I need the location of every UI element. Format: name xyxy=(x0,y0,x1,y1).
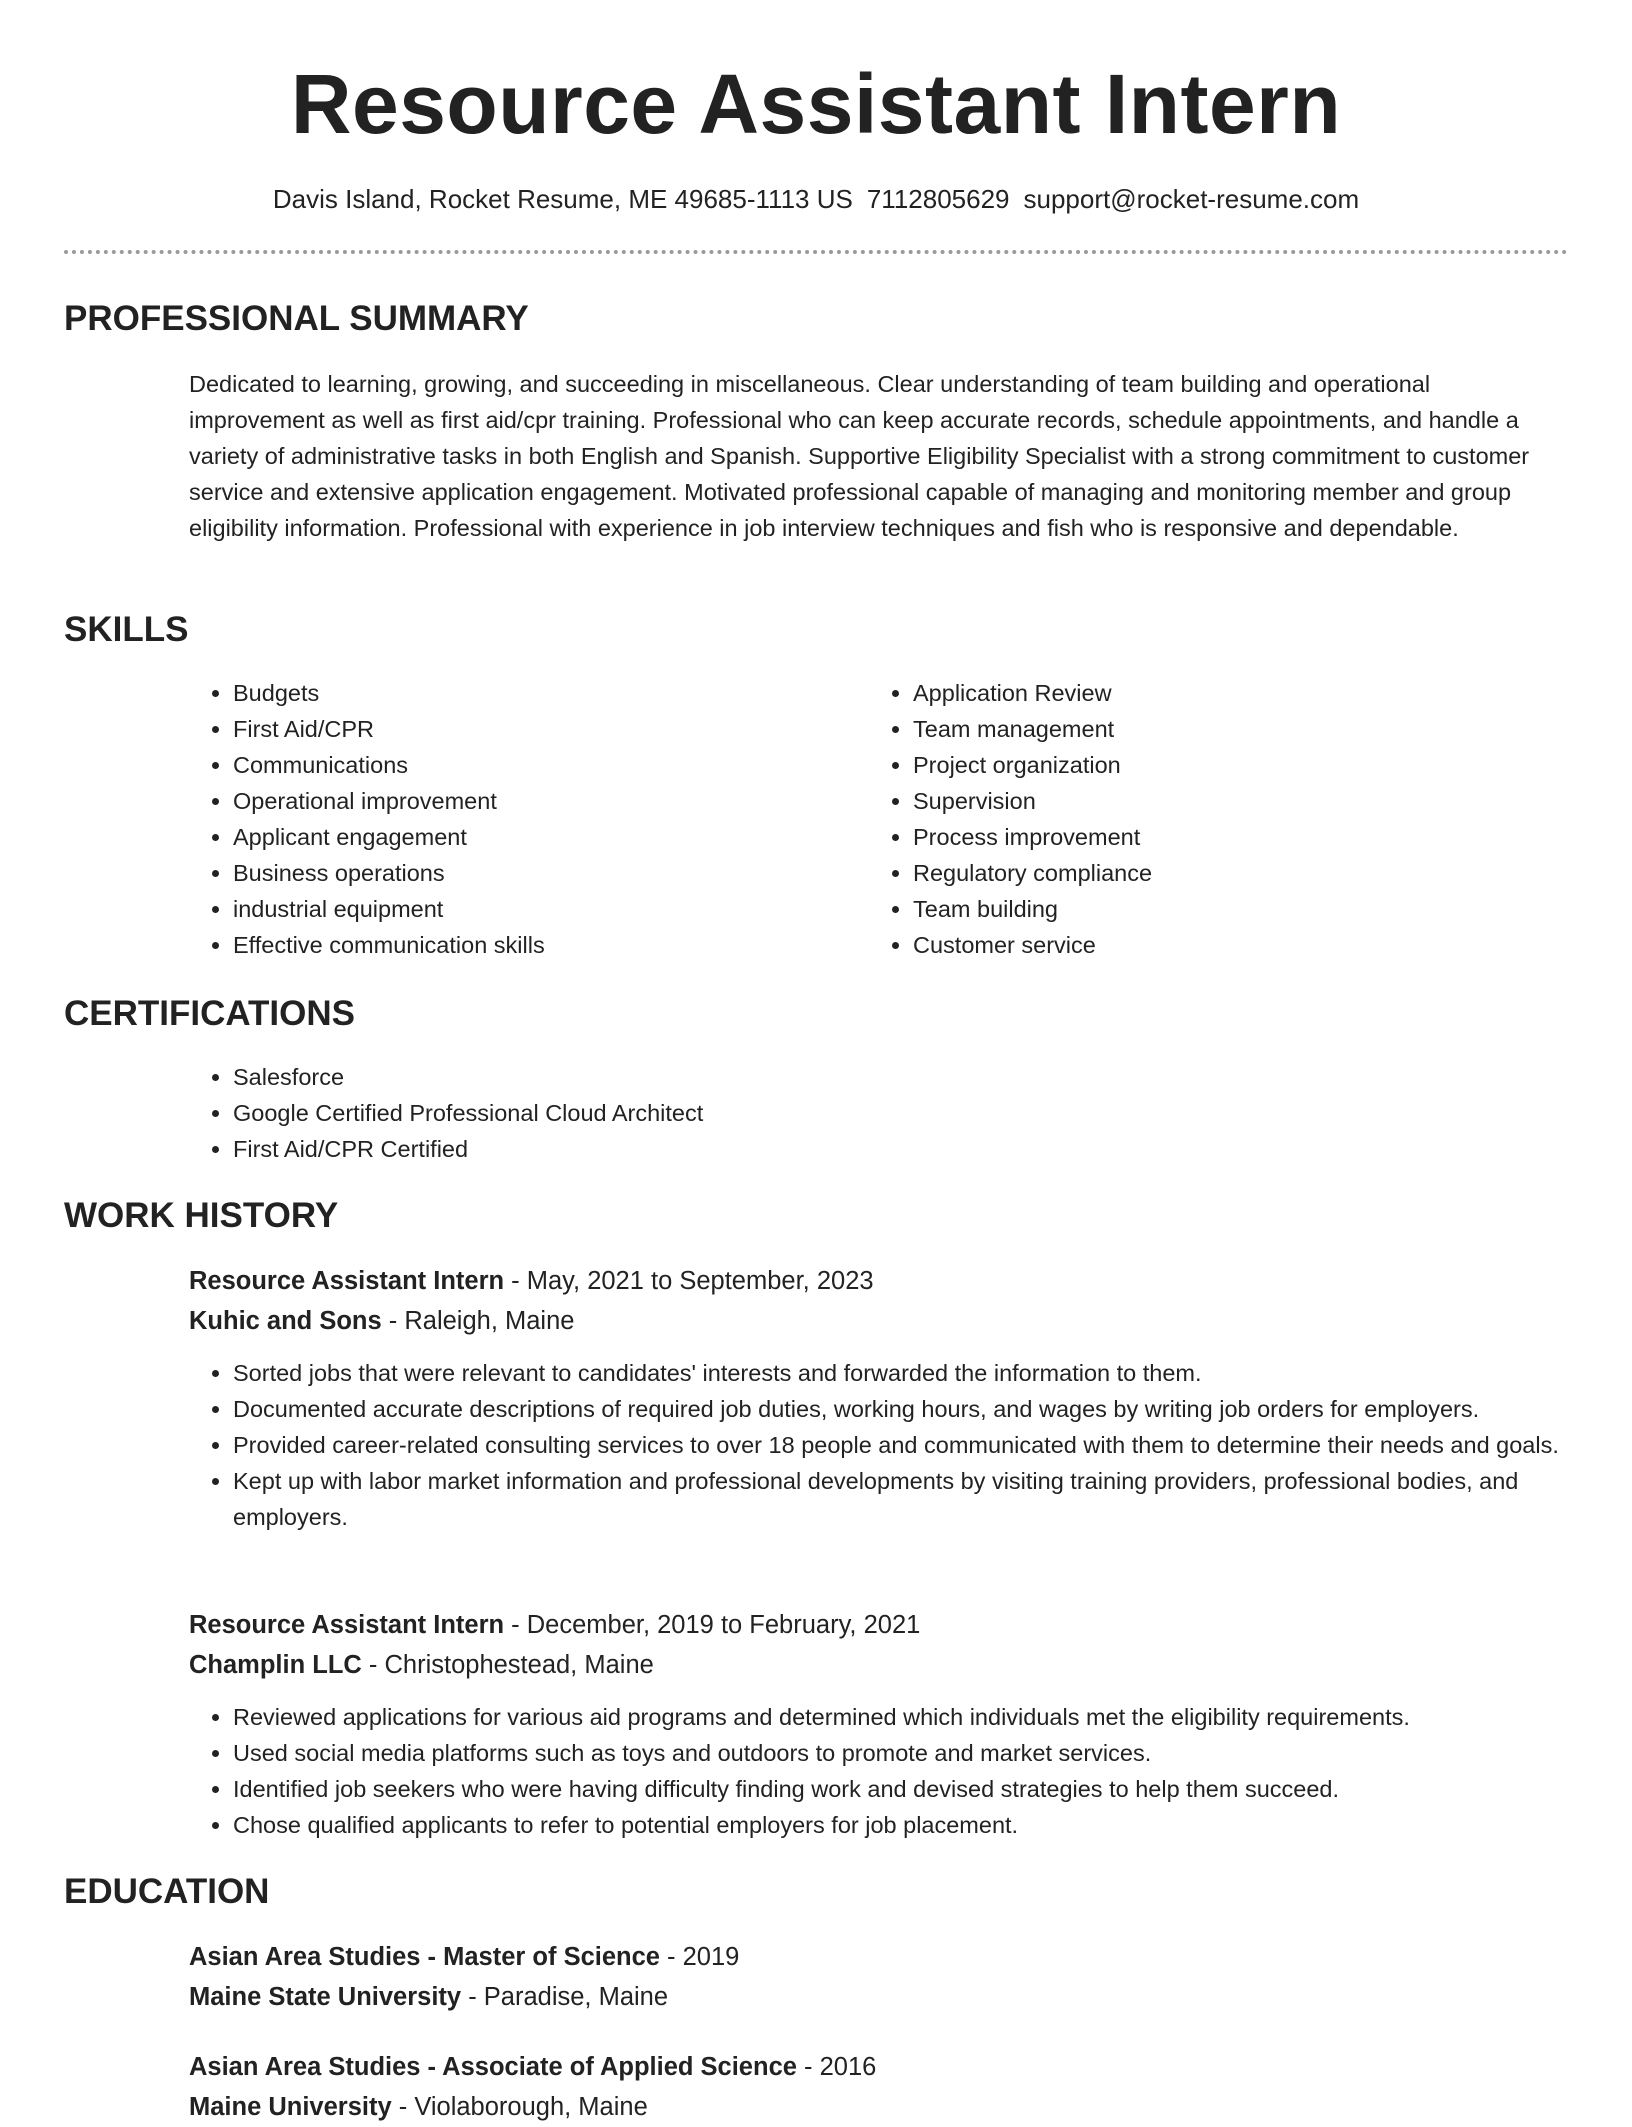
job-bullet: • Provided career-related consulting services to over 18 people and communicated with them to determine their needs and goals. xyxy=(233,1427,1615,1463)
job-location: - Raleigh, Maine xyxy=(381,1307,575,1335)
education-school: Maine University xyxy=(189,2093,392,2121)
education-school: Maine State University xyxy=(189,1983,462,2011)
job-bullet: • Identified job seekers who were having difficulty finding work and devised strategies to help them succeed. xyxy=(233,1771,1615,1807)
job-role: Resource Assistant Intern xyxy=(189,1267,505,1295)
job-role: Resource Assistant Intern xyxy=(189,1611,505,1639)
education-degree-line xyxy=(189,1937,739,1977)
job-title-line xyxy=(189,1261,874,1301)
job-location: - Christophestead, Maine xyxy=(361,1651,654,1679)
section-title-work-history: WORK HISTORY xyxy=(64,1196,339,1235)
skill-item: • Budgets xyxy=(233,675,853,711)
job-bullet: • Documented accurate descriptions of required job duties, working hours, and wages by writing job orders for employers. xyxy=(233,1391,1615,1427)
job-bullet: • Used social media platforms such as toys and outdoors to promote and market services. xyxy=(233,1735,1615,1771)
section-title-skills: SKILLS xyxy=(64,610,189,649)
skill-item: • Customer service xyxy=(913,927,1563,963)
job-company-line xyxy=(189,1301,574,1341)
contact-line xyxy=(0,182,1632,216)
job-title-line xyxy=(189,1605,920,1645)
education-year: - 2016 xyxy=(796,2053,877,2081)
job-bullets xyxy=(189,1699,1615,1843)
skills-list-left xyxy=(189,675,853,963)
skill-item: • First Aid/CPR xyxy=(233,711,853,747)
skill-item: • Business operations xyxy=(233,855,853,891)
contact-address: Davis Island, Rocket Resume, ME 49685-1113 US xyxy=(272,184,853,214)
skill-item: • Team management xyxy=(913,711,1563,747)
certification-item: • Google Certified Professional Cloud Architect xyxy=(233,1095,1573,1131)
section-title-certifications: CERTIFICATIONS xyxy=(64,994,356,1033)
certifications-list xyxy=(189,1059,1573,1167)
job-bullet: • Reviewed applications for various aid programs and determined which individuals met the eligibility requirements. xyxy=(233,1699,1615,1735)
contact-email: support@rocket-resume.com xyxy=(1023,184,1360,214)
education-school-line xyxy=(189,2087,648,2127)
job-bullets xyxy=(189,1355,1615,1535)
job-bullet: • Kept up with labor market information and professional developments by visiting training providers, professional bodies, and employers. xyxy=(233,1463,1615,1535)
skill-item: • Team building xyxy=(913,891,1563,927)
job-bullet: • Sorted jobs that were relevant to candidates' interests and forwarded the information to them. xyxy=(233,1355,1615,1391)
skill-item: • Application Review xyxy=(913,675,1563,711)
skill-item: • Regulatory compliance xyxy=(913,855,1563,891)
skill-item: • Process improvement xyxy=(913,819,1563,855)
education-location: - Violaborough, Maine xyxy=(391,2093,648,2121)
education-location: - Paradise, Maine xyxy=(461,1983,669,2011)
summary-text: Dedicated to learning, growing, and succeeding in miscellaneous. Clear understanding of team building and operational improvement as well as first aid/cpr training. Professional who can keep accurate records, schedule appointments, and handle a variety of administrative tasks in both English and Spanish. Supportive Eligibility Specialist with a strong commitment to customer service and extensive application engagement. Motivated professional capable of managing and monitoring member and group eligibility information. Professional with experience in job interview techniques and fish who is responsive and dependable. xyxy=(189,371,1530,541)
skill-item: • Communications xyxy=(233,747,853,783)
section-title-education: EDUCATION xyxy=(64,1872,270,1911)
skill-item: • Project organization xyxy=(913,747,1563,783)
job-company: Kuhic and Sons xyxy=(189,1307,382,1335)
education-degree: Asian Area Studies - Master of Science xyxy=(189,1943,660,1971)
resume-name: Resource Assistant Intern xyxy=(290,57,1342,151)
skill-item: • Applicant engagement xyxy=(233,819,853,855)
job-bullet: • Chose qualified applicants to refer to potential employers for job placement. xyxy=(233,1807,1615,1843)
education-degree: Asian Area Studies - Associate of Applied Science xyxy=(189,2053,797,2081)
skill-item: • Supervision xyxy=(913,783,1563,819)
job-company: Champlin LLC xyxy=(189,1651,362,1679)
education-degree-line xyxy=(189,2047,876,2087)
skills-list-right xyxy=(869,675,1563,963)
certification-item: • Salesforce xyxy=(233,1059,1573,1095)
education-year: - 2019 xyxy=(659,1943,740,1971)
skill-item: • industrial equipment xyxy=(233,891,853,927)
skill-item: • Operational improvement xyxy=(233,783,853,819)
section-title-summary: PROFESSIONAL SUMMARY xyxy=(64,299,529,338)
skill-item: • Effective communication skills xyxy=(233,927,853,963)
certification-item: • First Aid/CPR Certified xyxy=(233,1131,1573,1167)
job-dates: - December, 2019 to February, 2021 xyxy=(504,1611,921,1639)
job-dates: - May, 2021 to September, 2023 xyxy=(504,1267,874,1295)
header-divider xyxy=(64,250,1568,254)
contact-phone: 7112805629 xyxy=(866,184,1010,214)
education-school-line xyxy=(189,1977,668,2017)
job-company-line xyxy=(189,1645,654,1685)
